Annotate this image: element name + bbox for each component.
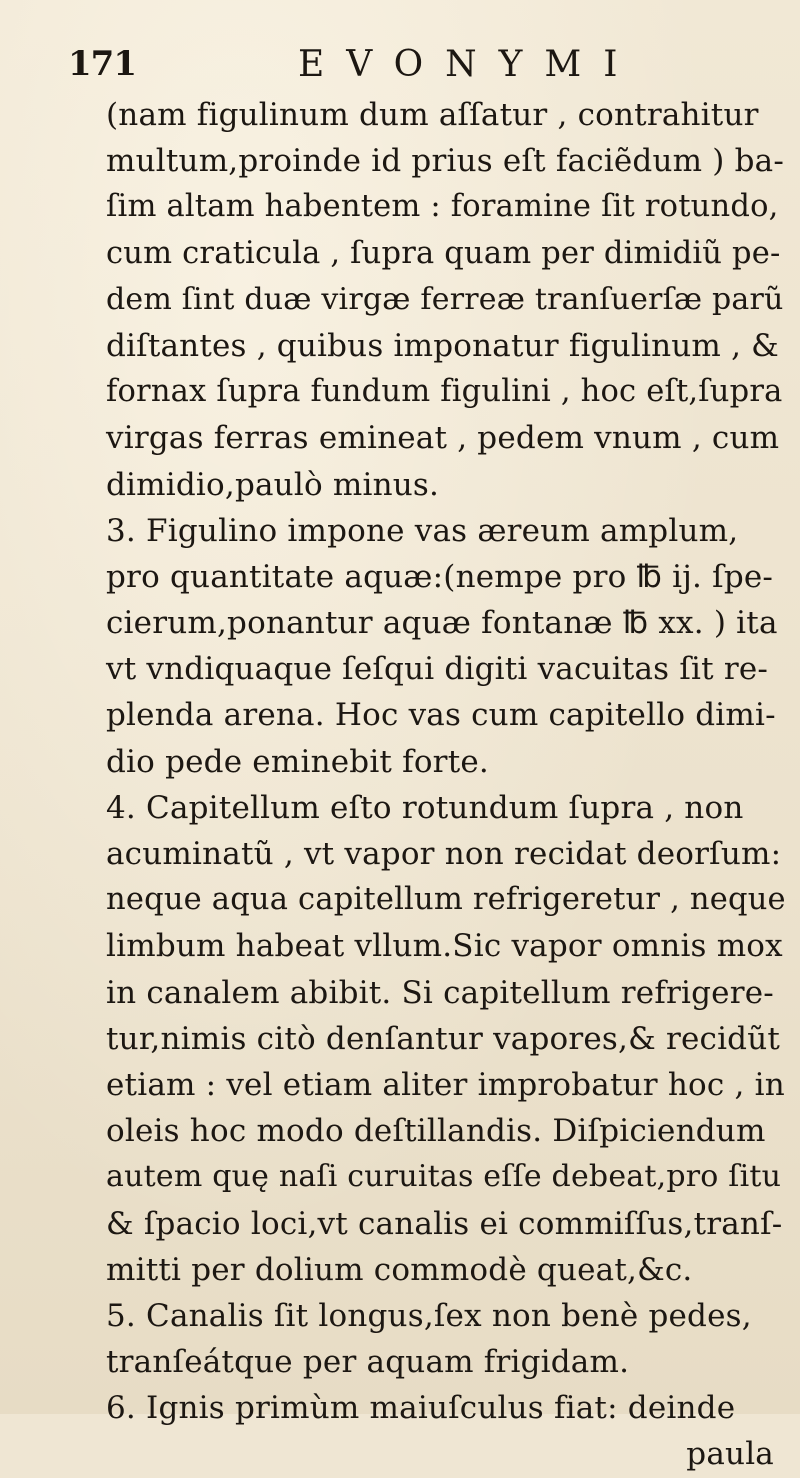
text-line: tranſeátque per aquam frigidam.: [106, 1344, 630, 1381]
text-line: 6. Ignis primùm maiuſculus fiat: deinde: [106, 1390, 736, 1427]
text-line: virgas ferras emineat , pedem vnum , cum: [106, 420, 780, 457]
text-line: dem ſint duæ virgæ ferreæ tranſuerſæ parũ: [106, 281, 784, 317]
running-head: [68, 44, 748, 88]
text-line: cierum,ponantur aquæ fontanæ ℔ xx. ) ita: [106, 605, 778, 642]
text-line: dimidio,paulò minus.: [106, 466, 440, 503]
text-line: 3. Figulino impone vas æreum amplum,: [106, 512, 739, 549]
text-line: multum,proinde id prius eſt faciẽdum ) ba-: [106, 143, 785, 180]
text-line: cum craticula , ſupra quam per dimidiũ pe-: [106, 235, 781, 271]
text-line: diſtantes , quibus imponatur figulinum , &: [106, 327, 779, 364]
text-line: autem quę naſi curuitas eſſe debeat,pro ſitu: [106, 1159, 782, 1195]
text-line: (nam figulinum dum aſſatur , contrahitur: [106, 97, 759, 133]
text-line: plenda arena. Hoc vas cum capitello dimi-: [106, 697, 776, 734]
text-line: vt vndiquaque ſeſqui digiti vacuitas ſit re-: [106, 651, 769, 688]
text-line: mitti per dolium commodè queat,&c.: [106, 1251, 693, 1288]
text-line: neque aqua capitellum refrigeretur , neque: [106, 882, 786, 918]
text-line: acuminatũ , vt vapor non recidat deorſum:: [106, 836, 782, 872]
text-line: fornax ſupra fundum figulini , hoc eſt,ſupra: [106, 374, 783, 410]
text-line: etiam : vel etiam aliter improbatur hoc , in: [106, 1066, 785, 1103]
text-line: pro quantitate aquæ:(nempe pro ℔ ij. ſpe-: [106, 558, 774, 595]
text-line: tur,nimis citò denſantur vapores,& recidũt: [106, 1020, 781, 1057]
text-line: & ſpacio loci,vt canalis ei commiſſus,tranſ-: [106, 1205, 783, 1242]
text-line: 4. Capitellum eſto rotundum ſupra , non: [106, 789, 744, 826]
text-line: limbum habeat vllum.Sic vapor omnis mox: [106, 928, 783, 965]
running-title: EVONYMI: [298, 44, 640, 85]
text-line: ſim altam habentem : foramine ſit rotundo,: [106, 189, 779, 225]
text-line: oleis hoc modo deſtillandis. Diſpiciendum: [106, 1113, 766, 1150]
text-line: in canalem abibit. Si capitellum refrigere-: [106, 974, 774, 1011]
text-line: dio pede eminebit forte.: [106, 743, 489, 780]
catchword: paula: [686, 1436, 774, 1473]
page-number: 171: [68, 44, 136, 84]
text-block: [106, 92, 786, 1478]
text-line: 5. Canalis ſit longus,ſex non benè pedes,: [106, 1297, 752, 1334]
